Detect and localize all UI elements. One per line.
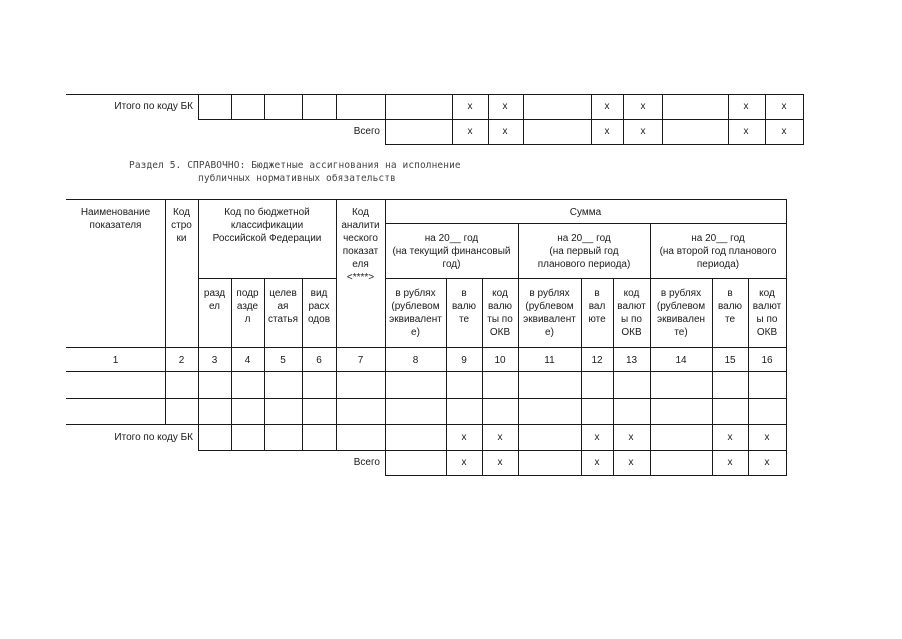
header-val-2: в вал юте: [588, 288, 606, 325]
column-number: 7: [357, 355, 364, 366]
header-vid-rashodov: вид расх одов: [307, 288, 331, 325]
header-rub-1: в рублях (рублевом эквивалент е): [389, 288, 442, 338]
x-mark: x: [628, 432, 634, 443]
column-number: 14: [675, 355, 687, 366]
column-number: 6: [316, 355, 322, 366]
column-number: 9: [461, 355, 467, 366]
header-period-current: на 20__ год (на текущий финансовый год): [392, 233, 511, 270]
x-mark: x: [497, 457, 503, 468]
header-row-code: Код стро ки: [171, 207, 192, 244]
header-analytic-code: Код аналити ческого показат еля <****>: [341, 207, 380, 283]
column-number: 3: [211, 355, 218, 366]
x-mark: x: [727, 457, 733, 468]
top-x-mark: x: [502, 101, 508, 112]
column-number: 1: [112, 355, 119, 366]
header-rub-2: в рублях (рублевом эквивалент е): [523, 288, 576, 338]
header-period-first-plan: на 20__ год (на первый год планового периода): [537, 233, 631, 270]
header-val-3: в валю те: [717, 288, 743, 325]
top-x-mark: x: [467, 126, 473, 137]
x-mark: x: [594, 457, 600, 468]
top-x-mark: x: [781, 126, 787, 137]
vsego-label: Всего: [353, 457, 380, 468]
x-mark: x: [764, 457, 770, 468]
top-x-mark: x: [781, 101, 787, 112]
top-x-mark: x: [743, 126, 749, 137]
top-x-mark: x: [467, 101, 473, 112]
top-x-mark: x: [604, 101, 610, 112]
column-number: 5: [280, 355, 286, 366]
header-summa: Сумма: [569, 207, 602, 218]
column-number: 8: [412, 355, 419, 366]
top-x-mark: x: [640, 126, 646, 137]
header-indicator-name: Наименование показателя: [80, 207, 151, 231]
column-number: 11: [544, 355, 555, 366]
column-number: 15: [724, 355, 736, 366]
column-number: 2: [178, 355, 185, 366]
column-number: 10: [494, 355, 506, 366]
header-bk-code: Код по бюджетной классификации Российской Федерации: [212, 207, 322, 244]
section-caption-line2: публичных нормативных обязательств: [198, 173, 396, 184]
x-mark: x: [727, 432, 733, 443]
itogo-label: Итого по коду БК: [114, 432, 193, 443]
header-celevaya-statya: целев ая статья: [267, 288, 298, 325]
top-x-mark: x: [502, 126, 508, 137]
column-number: 4: [244, 355, 251, 366]
top-x-mark: x: [743, 101, 749, 112]
top-vsego-label: Всего: [353, 126, 380, 137]
column-number: 13: [625, 355, 638, 366]
header-okv-2: код валют ы по ОКВ: [617, 288, 646, 338]
header-rub-3: в рублях (рублевом эквивален те): [656, 288, 706, 338]
header-okv-1: код валю ты по ОКВ: [487, 288, 513, 338]
header-razdel: разд ел: [203, 288, 226, 312]
x-mark: x: [461, 457, 467, 468]
x-mark: x: [628, 457, 634, 468]
header-podrazdel: подр азде л: [236, 288, 259, 325]
section-caption-line1: Раздел 5. СПРАВОЧНО: Бюджетные ассигнования на исполнение: [129, 160, 461, 171]
header-val-1: в валю те: [451, 288, 477, 325]
column-number: 12: [591, 355, 603, 366]
header-period-second-plan: на 20__ год (на второй год планового периода): [659, 233, 777, 270]
top-itogo-label: Итого по коду БК: [114, 101, 193, 112]
top-x-mark: x: [604, 126, 610, 137]
header-okv-3: код валют ы по ОКВ: [752, 288, 782, 338]
x-mark: x: [497, 432, 503, 443]
x-mark: x: [461, 432, 467, 443]
top-x-mark: x: [640, 101, 646, 112]
x-mark: x: [764, 432, 770, 443]
column-number: 16: [761, 355, 773, 366]
x-mark: x: [594, 432, 600, 443]
